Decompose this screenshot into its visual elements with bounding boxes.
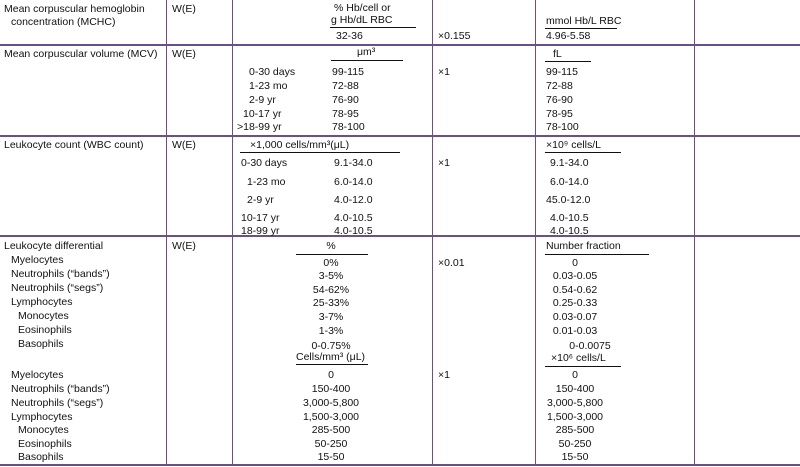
- column-divider: [694, 0, 695, 466]
- age-group: 2-9 yr: [247, 194, 274, 206]
- conventional-range: 99-115: [332, 66, 364, 78]
- cell-type: Basophils: [18, 338, 64, 350]
- conventional-range: 9.1-34.0: [334, 157, 373, 169]
- conventional-range: 3,000-5,800: [302, 397, 360, 409]
- si-range: 4.0-10.5: [550, 212, 589, 224]
- si-range: 1,500-3,000: [546, 411, 604, 423]
- si-range: 50-250: [558, 438, 592, 450]
- si-range: 0.54-0.62: [552, 284, 598, 296]
- column-divider: [535, 0, 536, 466]
- conventional-range: 78-100: [332, 121, 365, 133]
- specimen-code: W(E): [172, 48, 196, 60]
- conventional-range: 0: [328, 369, 334, 381]
- si-range: 3,000-5,800: [546, 397, 604, 409]
- row-divider: [0, 235, 800, 237]
- si-range: 0-0.0075: [569, 340, 611, 352]
- conventional-range: 285-500: [311, 424, 351, 436]
- si-unit: Number fraction: [546, 240, 621, 252]
- test-name: Leukocyte count (WBC count): [4, 139, 144, 151]
- cell-type: Lymphocytes: [11, 411, 73, 423]
- conventional-range: 25-33%: [312, 297, 350, 309]
- si-range: 4.96-5.58: [546, 30, 591, 42]
- specimen-code: W(E): [172, 3, 196, 15]
- si-range: 78-95: [546, 108, 573, 120]
- cell-type: Neutrophils (“bands”): [11, 268, 110, 280]
- si-unit: ×10⁶ cells/L: [551, 352, 606, 364]
- cell-type: Eosinophils: [18, 324, 72, 336]
- conversion-factor: ×0.155: [438, 30, 471, 42]
- si-unit: mmol Hb/L RBC: [546, 15, 622, 27]
- age-group: 0-30 days: [249, 66, 296, 78]
- conventional-range: 78-95: [332, 108, 359, 120]
- si-range: 0.03-0.05: [552, 270, 598, 282]
- si-range: 6.0-14.0: [550, 176, 589, 188]
- si-range: 0: [572, 257, 578, 269]
- cell-type: Eosinophils: [18, 438, 72, 450]
- cell-type: Monocytes: [18, 310, 69, 322]
- unit-underline: [545, 28, 617, 29]
- conventional-range: 150-400: [311, 383, 351, 395]
- conventional-range: 54-62%: [312, 284, 350, 296]
- conventional-range: 15-50: [317, 451, 345, 463]
- age-group: 18-99 yr: [241, 225, 280, 237]
- column-divider: [166, 0, 167, 466]
- si-range: 78-100: [546, 121, 579, 133]
- cell-type: Lymphocytes: [11, 296, 73, 308]
- conventional-range: 72-88: [332, 80, 359, 92]
- conventional-range: 1-3%: [318, 325, 344, 337]
- age-group: 2-9 yr: [249, 94, 276, 106]
- conventional-unit: ×1,000 cells/mm³(μL): [250, 139, 350, 151]
- unit-underline: [296, 364, 368, 365]
- conventional-unit: μm³: [357, 46, 376, 58]
- conventional-range: 3-5%: [318, 270, 344, 282]
- unit-underline: [545, 254, 649, 255]
- cell-type: Neutrophils (“bands”): [11, 383, 110, 395]
- specimen-code: W(E): [172, 240, 196, 252]
- conversion-factor: ×1: [438, 66, 450, 78]
- age-group: 10-17 yr: [243, 108, 282, 120]
- si-range: 0.03-0.07: [552, 311, 598, 323]
- column-divider: [432, 0, 433, 466]
- si-range: 0: [572, 369, 578, 381]
- conventional-range: 0-0.75%: [311, 340, 351, 352]
- conventional-unit: % Hb/cell or: [334, 2, 391, 14]
- conventional-range: 76-90: [332, 94, 359, 106]
- conventional-range: 32-36: [336, 30, 363, 42]
- unit-underline: [240, 152, 400, 153]
- si-range: 285-500: [555, 424, 595, 436]
- si-range: 0.01-0.03: [552, 325, 598, 337]
- cell-type: Basophils: [18, 451, 64, 463]
- unit-underline: [545, 61, 591, 62]
- si-unit: fL: [553, 48, 562, 60]
- age-group: 10-17 yr: [241, 212, 280, 224]
- column-divider: [232, 0, 233, 466]
- cell-type: Myelocytes: [11, 254, 64, 266]
- age-group: 1-23 mo: [249, 80, 288, 92]
- conventional-unit: Cells/mm³ (μL): [296, 351, 366, 363]
- cell-type: Monocytes: [18, 424, 69, 436]
- conversion-factor: ×1: [438, 157, 450, 169]
- si-range: 150-400: [555, 383, 595, 395]
- age-group: >18-99 yr: [237, 121, 282, 133]
- test-name: Leukocyte differential: [4, 240, 104, 252]
- si-unit: ×10⁹ cells/L: [546, 139, 601, 151]
- conventional-range: 4.0-10.5: [334, 212, 373, 224]
- row-divider: [0, 44, 800, 46]
- conventional-unit: %: [326, 240, 336, 252]
- si-range: 15-50: [561, 451, 589, 463]
- cell-type: Neutrophils (“segs”): [11, 397, 104, 409]
- conventional-range: 1,500-3,000: [302, 411, 360, 423]
- conversion-factor: ×1: [438, 369, 450, 381]
- conventional-range: 4.0-12.0: [334, 194, 373, 206]
- si-range: 76-90: [546, 94, 573, 106]
- conventional-range: 4.0-10.5: [334, 225, 373, 237]
- specimen-code: W(E): [172, 139, 196, 151]
- si-range: 9.1-34.0: [550, 157, 589, 169]
- si-range: 99-115: [546, 66, 578, 78]
- conventional-range: 0%: [323, 257, 339, 269]
- si-range: 4.0-10.5: [550, 225, 589, 237]
- conversion-factor: ×0.01: [438, 257, 465, 269]
- unit-underline: [330, 27, 416, 28]
- conventional-unit-continued: g Hb/dL RBC: [331, 14, 393, 26]
- si-range: 45.0-12.0: [546, 194, 591, 206]
- cell-type: Myelocytes: [11, 369, 64, 381]
- age-group: 1-23 mo: [247, 176, 286, 188]
- conventional-range: 50-250: [314, 438, 348, 450]
- row-divider: [0, 135, 800, 137]
- si-range: 72-88: [546, 80, 573, 92]
- test-name: Mean corpuscular hemoglobin: [4, 3, 145, 15]
- conventional-range: 6.0-14.0: [334, 176, 373, 188]
- cell-type: Neutrophils (“segs”): [11, 282, 104, 294]
- unit-underline: [296, 254, 368, 255]
- si-range: 0.25-0.33: [552, 297, 598, 309]
- age-group: 0-30 days: [241, 157, 288, 169]
- unit-underline: [545, 366, 621, 367]
- test-name: Mean corpuscular volume (MCV): [4, 48, 158, 60]
- test-name-continued: concentration (MCHC): [11, 16, 116, 28]
- unit-underline: [331, 60, 403, 61]
- row-divider: [0, 464, 800, 466]
- conventional-range: 3-7%: [318, 311, 344, 323]
- unit-underline: [545, 152, 621, 153]
